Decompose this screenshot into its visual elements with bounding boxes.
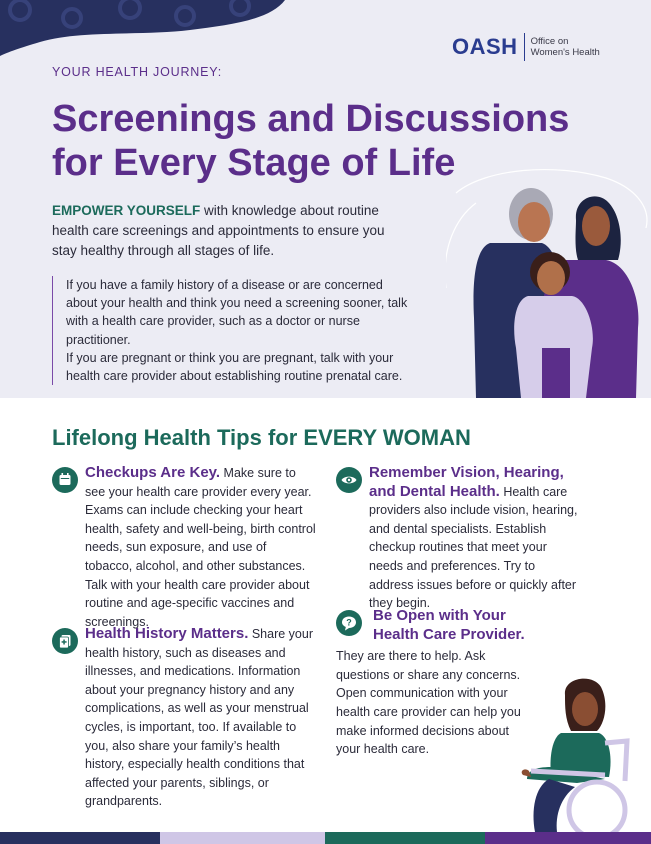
header-band (0, 0, 651, 398)
eye-icon (336, 467, 362, 493)
oash-logo (452, 32, 611, 62)
bar-segment-navy (0, 832, 160, 844)
tip-checkups (52, 464, 317, 631)
decorative-blob (0, 0, 300, 60)
family-illustration (446, 168, 651, 398)
tip-heading-wrap (52, 625, 317, 811)
tip-heading: Remember Vision, Hearing, and Dental Health. (369, 464, 564, 500)
intro-lead: EMPOWER YOURSELF (52, 203, 201, 218)
logo-text (531, 36, 611, 58)
logo-line-1: Office on (530, 36, 569, 47)
section-title-plain: Lifelong Health Tips for (52, 425, 304, 450)
tip-vision-hearing-dental (336, 464, 581, 613)
note-paragraph-1: If you have a family history of a disease or are concerned about your health and think you need a screening sooner, talk with a health care provider, such as a doctor or nurse practitioner. (66, 278, 408, 347)
logo-line-2: Women's Health (530, 47, 600, 58)
medical-history-icon (52, 628, 78, 654)
tip-heading: Be Open with Your Health Care Provider. (373, 607, 525, 643)
section-title (52, 425, 471, 451)
eyebrow: YOUR HEALTH JOURNEY: (52, 65, 222, 79)
tip-heading-wrap (336, 607, 536, 644)
bar-segment-lavender (160, 832, 325, 844)
calendar-icon (52, 467, 78, 493)
title-line-2: for Every Stage of Life (52, 142, 456, 184)
question-bubble-icon (336, 610, 362, 636)
bar-segment-teal (325, 832, 485, 844)
note-paragraph-2: If you are pregnant or think you are pregnant, talk with your health care provider about establishing routine prenatal care. (66, 350, 403, 384)
title-line-1: Screenings and Discussions (52, 98, 570, 140)
logo-divider (524, 33, 525, 61)
tip-heading-wrap (52, 464, 317, 631)
tip-body: Health care providers also include vision, hearing, and dental specialists. Establish checkup routines that meet your needs and preferences. Try to address issues before or quickly after they begin. (369, 484, 578, 611)
tip-heading: Health History Matters. (85, 625, 249, 642)
bar-segment-purple (485, 832, 651, 844)
intro-text: with knowledge about routine health care screenings and appointments to ensure you stay healthy through all stages of life. (52, 203, 385, 258)
intro-paragraph (52, 201, 412, 261)
tip-body: Share your health history, such as diseases and illnesses, and medications. Information about your pregnancy history and any complications, as well as your menstrual cycles, is important, too. If available to you, also share your family’s health history, especially health conditions that affected your parents, siblings, or grandparents. (85, 627, 313, 809)
wheelchair-user-illustration (505, 675, 651, 832)
tip-heading: Checkups Are Key. (85, 464, 221, 481)
tip-body: They are there to help. Ask questions or share any concerns. Open communication with your health care provider can help you make informed decisions about your health care. (336, 649, 521, 757)
section-title-bold: EVERY WOMAN (303, 425, 471, 450)
tip-health-history (52, 625, 317, 811)
callout-note (52, 276, 412, 385)
tip-heading-wrap (336, 464, 581, 613)
svg-text:?: ? (346, 617, 352, 628)
tip-body: Make sure to see your health care provider every year. Exams can include checking your heart health, safety and well-being, birth control needs, sun exposure, and use of tobacco, alcohol, and other substances. Talk with your health care provider about routine and age-specific vaccines and screenings. (85, 466, 316, 629)
bottom-color-bar (0, 832, 651, 844)
logo-mark: OASH (452, 34, 518, 59)
